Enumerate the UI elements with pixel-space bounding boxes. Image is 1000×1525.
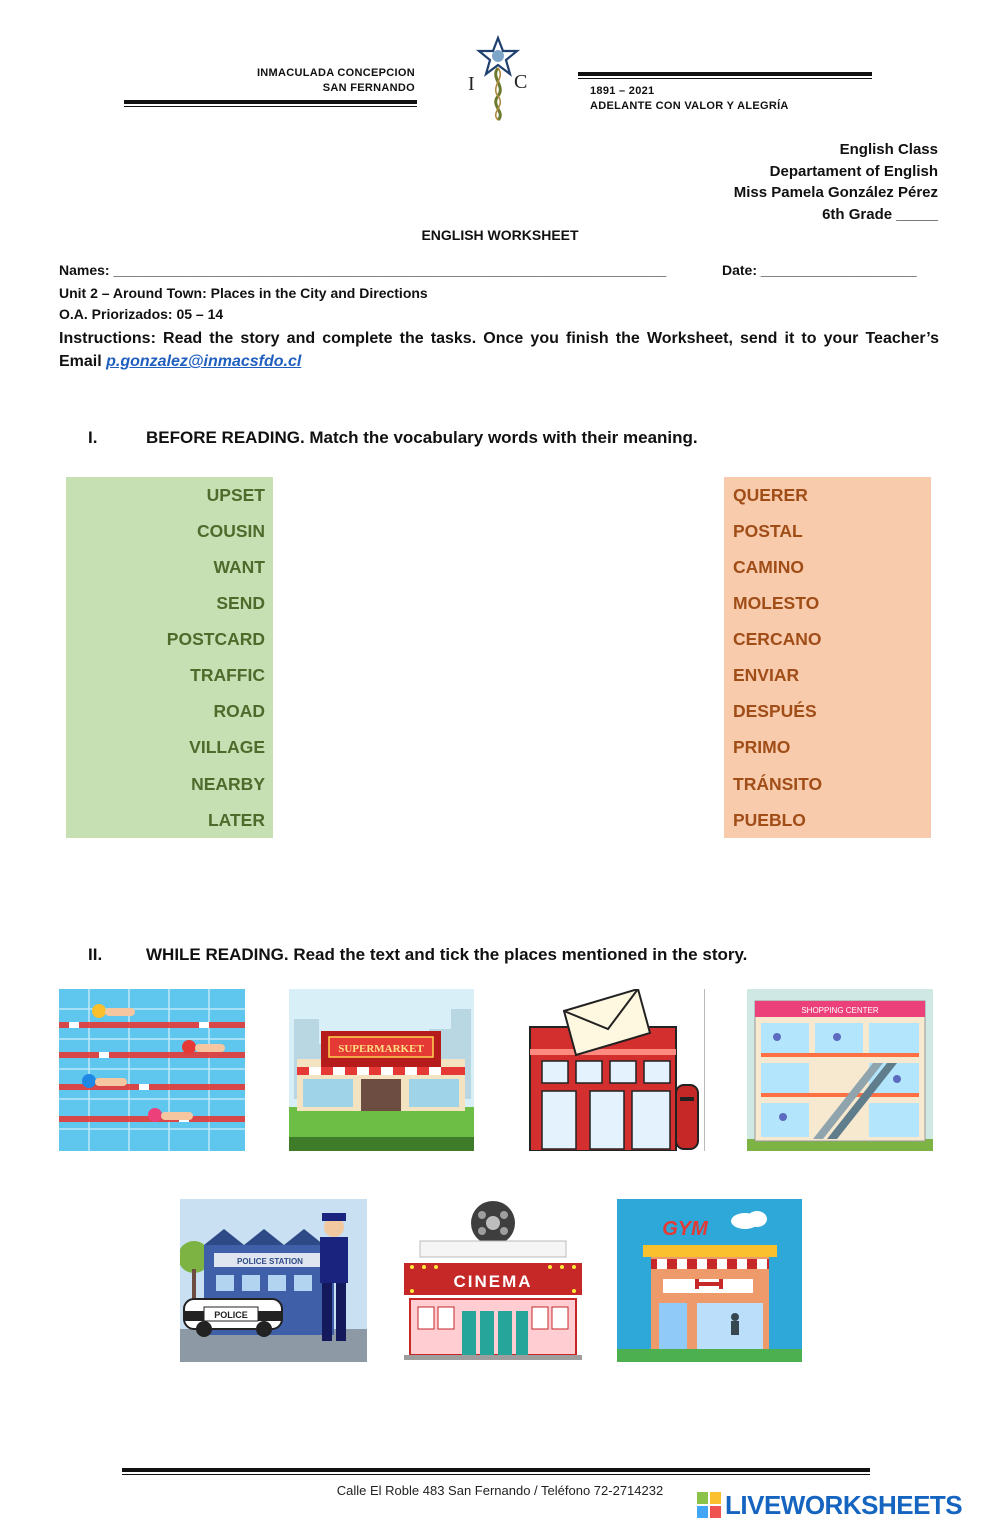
footer-rule [122, 1468, 870, 1472]
spanish-word[interactable]: CERCANO [733, 629, 822, 649]
names-field[interactable]: Names: _______________________________________________________________________ [59, 262, 667, 278]
police-car-sign: POLICE [214, 1310, 248, 1320]
school-years: 1891 – 2021 [590, 85, 655, 97]
school-motto: ADELANTE CON VALOR Y ALEGRÍA [590, 100, 789, 112]
section-2-number: II. [88, 945, 103, 964]
instructions-text: Instructions: Read the story and complete the tasks. Once you finish the Worksheet, send it to your Teacher’s Email [59, 330, 939, 370]
header-rule-left [124, 100, 417, 104]
liveworksheets-logo-icon [697, 1492, 721, 1518]
footer-address: Calle El Roble 483 San Fernando / Teléfono 72-2714232 [336, 1483, 664, 1498]
teacher-email-link[interactable]: p.gonzalez@inmacsfdo.cl [106, 353, 302, 370]
english-word[interactable]: TRAFFIC [190, 665, 265, 685]
header-rule-left-thin [124, 106, 417, 107]
spanish-word-column [724, 477, 931, 838]
footer-rule-thin [122, 1474, 870, 1475]
english-word[interactable]: LATER [207, 810, 265, 830]
spanish-word[interactable]: PUEBLO [733, 810, 806, 830]
school-name-line1: INMACULADA CONCEPCION [256, 67, 415, 79]
worksheet-title: ENGLISH WORKSHEET [421, 227, 579, 243]
english-word[interactable]: SEND [216, 593, 265, 613]
supermarket-picture[interactable] [289, 989, 474, 1151]
english-word[interactable]: POSTCARD [166, 629, 265, 649]
shopping-center-sign: SHOPPING CENTER [801, 1006, 879, 1015]
swimming-pool-picture[interactable] [59, 989, 245, 1151]
spanish-word[interactable]: PRIMO [733, 737, 791, 757]
spanish-word[interactable]: ENVIAR [733, 665, 800, 685]
english-word-column [66, 477, 273, 838]
header-rule-right-thin [578, 78, 872, 79]
date-field[interactable]: Date: ____________________ [722, 262, 917, 278]
spanish-word[interactable]: TRÁNSITO [733, 774, 823, 794]
school-logo [462, 34, 534, 122]
section-2-title: WHILE READING. Read the text and tick the places mentioned in the story. [146, 945, 748, 964]
department-name: Departament of English [769, 162, 938, 180]
english-word[interactable]: WANT [213, 557, 265, 577]
spanish-word[interactable]: CAMINO [733, 557, 804, 577]
teacher-name: Miss Pamela González Pérez [733, 184, 938, 201]
school-name-line2: SAN FERNANDO [322, 82, 415, 94]
section-1-heading [88, 428, 698, 448]
post-office-picture[interactable] [520, 989, 705, 1151]
cinema-picture[interactable] [400, 1199, 586, 1362]
logo-letter-i: I [468, 73, 475, 95]
header-rule-right [578, 72, 872, 76]
section-2-heading [88, 945, 747, 965]
oa-priorizados: O.A. Priorizados: 05 – 14 [59, 306, 224, 322]
supermarket-sign: SUPERMARKET [338, 1043, 424, 1055]
logo-letter-c: C [514, 71, 528, 93]
spanish-word[interactable]: QUERER [733, 485, 808, 505]
shopping-center-picture[interactable] [747, 989, 933, 1151]
english-word[interactable]: VILLAGE [189, 737, 265, 757]
unit-title: Unit 2 – Around Town: Places in the City and Directions [59, 285, 428, 301]
grade-field: 6th Grade _____ [822, 205, 938, 223]
section-1-number: I. [88, 428, 98, 447]
liveworksheets-brand[interactable]: LIVEWORKSHEETS [725, 1490, 963, 1520]
class-name: English Class [839, 141, 938, 158]
gym-sign: GYM [662, 1218, 708, 1240]
spanish-word[interactable]: POSTAL [733, 521, 803, 541]
english-word[interactable]: COUSIN [196, 521, 265, 541]
police-station-sign: POLICE STATION [237, 1257, 303, 1266]
cinema-sign: CINEMA [453, 1272, 533, 1291]
english-word[interactable]: UPSET [206, 485, 265, 505]
instructions [59, 327, 939, 373]
school-years-motto [590, 84, 789, 114]
school-name [200, 66, 415, 96]
class-info [734, 139, 938, 225]
gym-picture[interactable] [617, 1199, 802, 1362]
police-station-picture[interactable] [180, 1199, 367, 1362]
section-1-title: BEFORE READING. Match the vocabulary words with their meaning. [146, 428, 698, 447]
english-word[interactable]: NEARBY [191, 774, 265, 794]
spanish-word[interactable]: DESPUÉS [733, 701, 817, 721]
spanish-word[interactable]: MOLESTO [733, 593, 820, 613]
english-word[interactable]: ROAD [213, 701, 265, 721]
